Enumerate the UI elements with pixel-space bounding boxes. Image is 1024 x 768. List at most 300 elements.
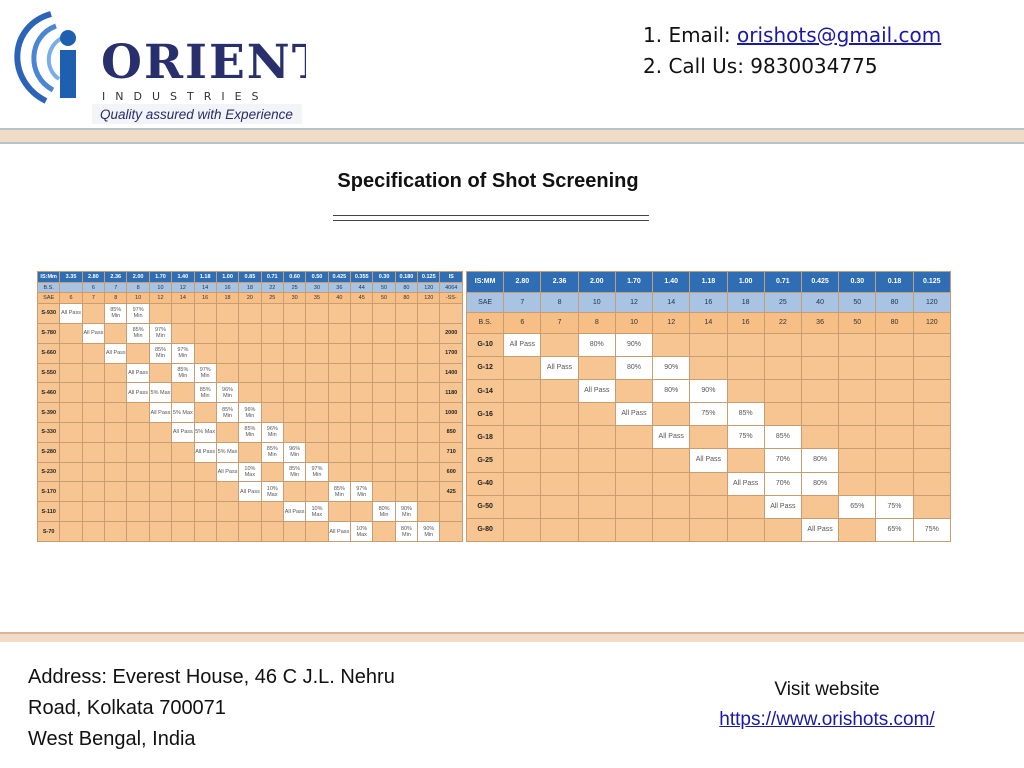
logo-sub: INDUSTRIES <box>102 90 269 103</box>
empty-cell <box>839 449 876 472</box>
header-cell: 2.00 <box>578 272 615 293</box>
empty-cell <box>306 343 328 363</box>
empty-cell <box>82 403 104 423</box>
empty-cell <box>351 403 373 423</box>
value-cell: All Pass <box>194 442 216 462</box>
header-row <box>38 282 463 293</box>
empty-cell <box>194 403 216 423</box>
header-cell: 0.30 <box>373 272 395 283</box>
table-row <box>467 472 951 495</box>
header-cell: 6 <box>504 313 541 334</box>
row-value <box>440 502 463 522</box>
empty-cell <box>395 383 417 403</box>
empty-cell <box>60 383 82 403</box>
empty-cell <box>105 422 127 442</box>
empty-cell <box>913 449 950 472</box>
header-cell: 18 <box>239 282 261 293</box>
value-cell: All Pass <box>127 383 149 403</box>
empty-cell <box>578 356 615 379</box>
empty-cell <box>216 343 238 363</box>
header-cell: 120 <box>913 313 950 334</box>
table-row <box>38 383 463 403</box>
empty-cell <box>690 356 727 379</box>
empty-cell <box>653 333 690 356</box>
empty-cell <box>373 343 395 363</box>
table-row <box>38 442 463 462</box>
header-cell: 8 <box>541 292 578 313</box>
empty-cell <box>60 422 82 442</box>
empty-cell <box>82 462 104 482</box>
empty-cell <box>727 449 764 472</box>
value-cell: 5% Max <box>216 442 238 462</box>
empty-cell <box>149 502 171 522</box>
empty-cell <box>127 442 149 462</box>
value-cell: All Pass <box>653 426 690 449</box>
value-cell: All Pass <box>60 304 82 324</box>
empty-cell <box>653 403 690 426</box>
empty-cell <box>418 442 440 462</box>
value-cell: 80% <box>801 449 838 472</box>
empty-cell <box>839 356 876 379</box>
header-cell: 80 <box>876 313 913 334</box>
empty-cell <box>239 343 261 363</box>
header-cell: 12 <box>149 293 171 304</box>
header-cell: 1.18 <box>690 272 727 293</box>
empty-cell <box>216 482 238 502</box>
value-cell: 97% Min <box>149 323 171 343</box>
empty-cell <box>60 323 82 343</box>
value-cell: 97% Min <box>194 363 216 383</box>
empty-cell <box>418 422 440 442</box>
empty-cell <box>149 363 171 383</box>
empty-cell <box>839 472 876 495</box>
table-row <box>38 502 463 522</box>
empty-cell <box>653 518 690 541</box>
header-cell: 14 <box>194 282 216 293</box>
empty-cell <box>373 383 395 403</box>
website-link[interactable]: https://www.orishots.com/ <box>719 709 935 730</box>
empty-cell <box>261 502 283 522</box>
header-cell: 0.60 <box>283 272 305 283</box>
empty-cell <box>127 462 149 482</box>
row-label: S-70 <box>38 522 60 542</box>
empty-cell <box>127 343 149 363</box>
value-cell: 75% <box>876 495 913 518</box>
empty-cell <box>194 304 216 324</box>
header-row <box>38 293 463 304</box>
row-value: 850 <box>440 422 463 442</box>
empty-cell <box>418 502 440 522</box>
empty-cell <box>373 422 395 442</box>
empty-cell <box>261 363 283 383</box>
header-cell: -SS- <box>440 293 463 304</box>
empty-cell <box>578 518 615 541</box>
value-cell: All Pass <box>504 333 541 356</box>
header-cell: 0.30 <box>839 272 876 293</box>
header-cell: 120 <box>418 293 440 304</box>
table-row <box>467 426 951 449</box>
empty-cell <box>839 426 876 449</box>
empty-cell <box>418 462 440 482</box>
empty-cell <box>418 403 440 423</box>
empty-cell <box>105 442 127 462</box>
empty-cell <box>395 403 417 423</box>
empty-cell <box>149 304 171 324</box>
table-row <box>467 518 951 541</box>
empty-cell <box>504 495 541 518</box>
header-cell: 1.70 <box>615 272 652 293</box>
empty-cell <box>615 495 652 518</box>
table-row <box>38 323 463 343</box>
empty-cell <box>373 363 395 383</box>
empty-cell <box>351 462 373 482</box>
header-cell: 14 <box>690 313 727 334</box>
address-line-3: West Bengal, India <box>28 728 196 750</box>
empty-cell <box>876 356 913 379</box>
empty-cell <box>876 472 913 495</box>
header-cell: 120 <box>913 292 950 313</box>
value-cell: 90% Min <box>395 502 417 522</box>
value-cell: All Pass <box>764 495 801 518</box>
value-cell: 10% Max <box>351 522 373 542</box>
header-cell: 0.85 <box>239 272 261 283</box>
table-row <box>38 462 463 482</box>
header-cell: 10 <box>615 313 652 334</box>
empty-cell <box>653 472 690 495</box>
phone-line <box>643 51 941 82</box>
empty-cell <box>127 422 149 442</box>
header-cell: 0.180 <box>395 272 417 283</box>
row-value: 1000 <box>440 403 463 423</box>
row-value <box>440 304 463 324</box>
empty-cell <box>615 518 652 541</box>
value-cell: All Pass <box>127 363 149 383</box>
header-cell: 50 <box>373 282 395 293</box>
empty-cell <box>194 502 216 522</box>
header-cell: 4064 <box>440 282 463 293</box>
empty-cell <box>801 356 838 379</box>
empty-cell <box>283 304 305 324</box>
value-cell: 97% Min <box>306 462 328 482</box>
empty-cell <box>913 379 950 402</box>
empty-cell <box>283 343 305 363</box>
empty-cell <box>839 403 876 426</box>
header-cell: 2.36 <box>105 272 127 283</box>
empty-cell <box>149 422 171 442</box>
empty-cell <box>876 449 913 472</box>
empty-cell <box>216 522 238 542</box>
header-cell: IS <box>440 272 463 283</box>
empty-cell <box>172 304 194 324</box>
header-cell: 0.71 <box>764 272 801 293</box>
value-cell: All Pass <box>216 462 238 482</box>
empty-cell <box>876 379 913 402</box>
header-cell: SAE <box>467 292 504 313</box>
empty-cell <box>60 343 82 363</box>
value-cell: 80% Min <box>373 502 395 522</box>
empty-cell <box>60 502 82 522</box>
table-row <box>38 422 463 442</box>
value-cell: 65% <box>839 495 876 518</box>
empty-cell <box>578 449 615 472</box>
empty-cell <box>283 363 305 383</box>
row-label: G-16 <box>467 403 504 426</box>
empty-cell <box>504 426 541 449</box>
empty-cell <box>839 333 876 356</box>
empty-cell <box>283 403 305 423</box>
empty-cell <box>615 472 652 495</box>
footer-band <box>0 632 1024 642</box>
header-cell: 10 <box>127 293 149 304</box>
empty-cell <box>801 426 838 449</box>
header-cell: 2.00 <box>127 272 149 283</box>
empty-cell <box>261 304 283 324</box>
row-label: G-12 <box>467 356 504 379</box>
empty-cell <box>913 426 950 449</box>
row-label: G-50 <box>467 495 504 518</box>
header-cell: 30 <box>306 282 328 293</box>
row-value: 2000 <box>440 323 463 343</box>
empty-cell <box>216 422 238 442</box>
empty-cell <box>216 363 238 383</box>
value-cell: All Pass <box>690 449 727 472</box>
empty-cell <box>541 333 578 356</box>
empty-cell <box>727 333 764 356</box>
empty-cell <box>82 383 104 403</box>
header-cell <box>60 282 82 293</box>
empty-cell <box>615 449 652 472</box>
empty-cell <box>504 379 541 402</box>
empty-cell <box>418 343 440 363</box>
empty-cell <box>351 383 373 403</box>
empty-cell <box>373 323 395 343</box>
header-cell: 50 <box>839 292 876 313</box>
website-block <box>700 675 954 735</box>
empty-cell <box>351 363 373 383</box>
empty-cell <box>418 363 440 383</box>
value-cell: 65% <box>876 518 913 541</box>
empty-cell <box>194 522 216 542</box>
header-cell: 22 <box>261 282 283 293</box>
empty-cell <box>60 363 82 383</box>
empty-cell <box>395 462 417 482</box>
empty-cell <box>727 518 764 541</box>
empty-cell <box>504 472 541 495</box>
empty-cell <box>876 403 913 426</box>
header-cell: 0.425 <box>328 272 350 283</box>
value-cell: 80% <box>653 379 690 402</box>
value-cell: 10% Max <box>261 482 283 502</box>
header-cell: 25 <box>261 293 283 304</box>
header-cell: 0.50 <box>306 272 328 283</box>
value-cell: 90% <box>653 356 690 379</box>
empty-cell <box>306 383 328 403</box>
table-row <box>38 363 463 383</box>
header-cell: IS:MM <box>467 272 504 293</box>
value-cell: 85% Min <box>261 442 283 462</box>
empty-cell <box>351 502 373 522</box>
row-label: S-330 <box>38 422 60 442</box>
header-cell: 10 <box>149 282 171 293</box>
email-link[interactable]: orishots@gmail.com <box>737 23 942 47</box>
header-cell: 8 <box>578 313 615 334</box>
empty-cell <box>913 403 950 426</box>
row-label: G-80 <box>467 518 504 541</box>
empty-cell <box>149 462 171 482</box>
empty-cell <box>216 502 238 522</box>
empty-cell <box>373 482 395 502</box>
empty-cell <box>172 323 194 343</box>
value-cell: All Pass <box>801 518 838 541</box>
phone-number: 9830034775 <box>750 54 878 78</box>
value-cell: All Pass <box>149 403 171 423</box>
header-cell: 6 <box>60 293 82 304</box>
empty-cell <box>216 304 238 324</box>
logo-tagline: Quality assured with Experience <box>100 107 293 122</box>
empty-cell <box>306 442 328 462</box>
header-cell: 6 <box>82 282 104 293</box>
empty-cell <box>149 442 171 462</box>
empty-cell <box>239 363 261 383</box>
header-cell: 30 <box>283 293 305 304</box>
header-cell: 18 <box>216 293 238 304</box>
header-cell: 1.70 <box>149 272 171 283</box>
header-cell: 0.18 <box>876 272 913 293</box>
empty-cell <box>615 426 652 449</box>
empty-cell <box>839 379 876 402</box>
empty-cell <box>306 422 328 442</box>
row-label: S-390 <box>38 403 60 423</box>
header-row <box>467 292 951 313</box>
row-label: S-930 <box>38 304 60 324</box>
empty-cell <box>876 333 913 356</box>
row-value: 710 <box>440 442 463 462</box>
email-line <box>643 20 941 51</box>
row-label: S-230 <box>38 462 60 482</box>
header-row <box>38 272 463 283</box>
row-label: S-550 <box>38 363 60 383</box>
value-cell: 90% <box>615 333 652 356</box>
empty-cell <box>172 502 194 522</box>
empty-cell <box>82 482 104 502</box>
empty-cell <box>306 482 328 502</box>
empty-cell <box>149 522 171 542</box>
empty-cell <box>690 518 727 541</box>
row-value: 1400 <box>440 363 463 383</box>
value-cell: 75% <box>913 518 950 541</box>
empty-cell <box>653 495 690 518</box>
header-cell: 120 <box>418 282 440 293</box>
header-cell: 16 <box>216 282 238 293</box>
header-cell: 2.80 <box>82 272 104 283</box>
value-cell: All Pass <box>105 343 127 363</box>
empty-cell <box>172 383 194 403</box>
value-cell: All Pass <box>615 403 652 426</box>
empty-cell <box>283 482 305 502</box>
empty-cell <box>764 356 801 379</box>
empty-cell <box>105 482 127 502</box>
empty-cell <box>261 462 283 482</box>
title-underline <box>333 215 649 221</box>
empty-cell <box>801 403 838 426</box>
header-cell: IS:Mm <box>38 272 60 283</box>
header-cell: 50 <box>373 293 395 304</box>
value-cell: 85% Min <box>216 403 238 423</box>
value-cell: All Pass <box>82 323 104 343</box>
steel-grit-screening-table <box>466 271 951 542</box>
header-cell: 2.36 <box>541 272 578 293</box>
value-cell: 75% <box>727 426 764 449</box>
empty-cell <box>105 522 127 542</box>
header-cell: 7 <box>105 282 127 293</box>
row-label: S-460 <box>38 383 60 403</box>
table-row <box>38 343 463 363</box>
empty-cell <box>306 522 328 542</box>
value-cell: All Pass <box>578 379 615 402</box>
value-cell: 96% Min <box>216 383 238 403</box>
empty-cell <box>351 323 373 343</box>
empty-cell <box>261 343 283 363</box>
row-value: 1700 <box>440 343 463 363</box>
empty-cell <box>351 304 373 324</box>
empty-cell <box>373 403 395 423</box>
empty-cell <box>82 522 104 542</box>
header-cell: 22 <box>764 313 801 334</box>
table-row <box>38 403 463 423</box>
header-cell: 16 <box>727 313 764 334</box>
empty-cell <box>578 472 615 495</box>
value-cell: 5% Max <box>194 422 216 442</box>
empty-cell <box>328 363 350 383</box>
empty-cell <box>504 518 541 541</box>
empty-cell <box>578 403 615 426</box>
value-cell: 85% Min <box>283 462 305 482</box>
value-cell: 80% <box>615 356 652 379</box>
empty-cell <box>194 323 216 343</box>
empty-cell <box>216 323 238 343</box>
empty-cell <box>504 449 541 472</box>
empty-cell <box>504 356 541 379</box>
value-cell: 80% <box>578 333 615 356</box>
value-cell: All Pass <box>283 502 305 522</box>
empty-cell <box>690 426 727 449</box>
empty-cell <box>82 343 104 363</box>
empty-cell <box>913 333 950 356</box>
header-cell: 7 <box>504 292 541 313</box>
empty-cell <box>194 482 216 502</box>
empty-cell <box>578 426 615 449</box>
empty-cell <box>149 482 171 502</box>
empty-cell <box>373 304 395 324</box>
empty-cell <box>172 442 194 462</box>
empty-cell <box>418 304 440 324</box>
empty-cell <box>261 522 283 542</box>
email-label: 1. Email: <box>643 23 738 47</box>
value-cell: 75% <box>690 403 727 426</box>
header-cell: 7 <box>541 313 578 334</box>
header-row <box>467 272 951 293</box>
empty-cell <box>615 379 652 402</box>
empty-cell <box>105 462 127 482</box>
value-cell: 85% Min <box>328 482 350 502</box>
header-cell: 80 <box>395 293 417 304</box>
empty-cell <box>578 495 615 518</box>
empty-cell <box>351 442 373 462</box>
empty-cell <box>373 442 395 462</box>
empty-cell <box>913 472 950 495</box>
header-cell: 80 <box>395 282 417 293</box>
empty-cell <box>328 442 350 462</box>
